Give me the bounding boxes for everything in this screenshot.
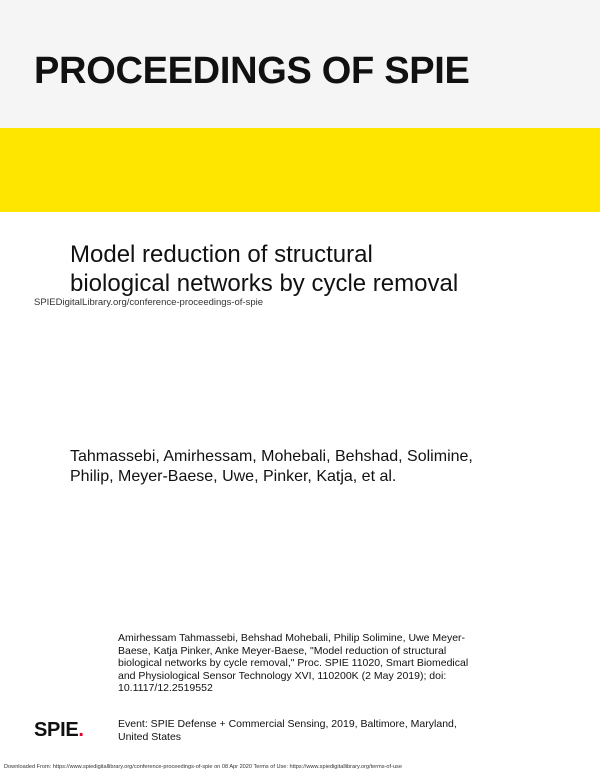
event-line-1: Event: SPIE Defense + Commercial Sensing, 2019, Baltimore, Maryland, bbox=[118, 718, 457, 730]
citation-line: Baese, Katja Pinker, Anke Meyer-Baese, "Model reduction of structural bbox=[118, 644, 447, 657]
author-list-line-2: Philip, Meyer-Baese, Uwe, Pinker, Katja, et al. bbox=[70, 468, 397, 485]
journal-title: PROCEEDINGS OF SPIE bbox=[34, 50, 470, 92]
paper-title bbox=[70, 240, 560, 298]
spie-logo-text: SPIE bbox=[34, 719, 79, 741]
citation-line: and Physiological Sensor Technology XVI, 110200K (2 May 2019); doi: bbox=[118, 669, 447, 682]
spie-logo bbox=[34, 720, 84, 740]
library-url-link[interactable]: SPIEDigitalLibrary.org/conference-proceedings-of-spie bbox=[34, 297, 263, 308]
citation-line: Amirhessam Tahmassebi, Behshad Mohebali, Philip Solimine, Uwe Meyer- bbox=[118, 632, 466, 644]
paper-title-line-2: biological networks by cycle removal bbox=[70, 270, 459, 297]
citation-doi[interactable]: 10.1117/12.2519552 bbox=[118, 682, 213, 695]
event-info bbox=[118, 718, 518, 743]
citation-block bbox=[118, 632, 518, 695]
event-line-2: United States bbox=[118, 730, 182, 743]
spie-logo-dot: . bbox=[78, 719, 84, 741]
paper-title-line-1: Model reduction of structural bbox=[70, 241, 373, 268]
citation-line: biological networks by cycle removal," Proc. SPIE 11020, Smart Biomedical bbox=[118, 657, 469, 670]
author-list-line-1: Tahmassebi, Amirhessam, Mohebali, Behshad, Solimine, bbox=[70, 448, 473, 465]
author-list bbox=[70, 447, 560, 487]
header-band bbox=[0, 0, 600, 128]
download-footer: Downloaded From: https://www.spiedigitallibrary.org/conference-proceedings-of-spie on 08 Apr 2020 Terms of Use: https://www.spiedigitallibrary.org/terms-of-use bbox=[4, 764, 402, 770]
